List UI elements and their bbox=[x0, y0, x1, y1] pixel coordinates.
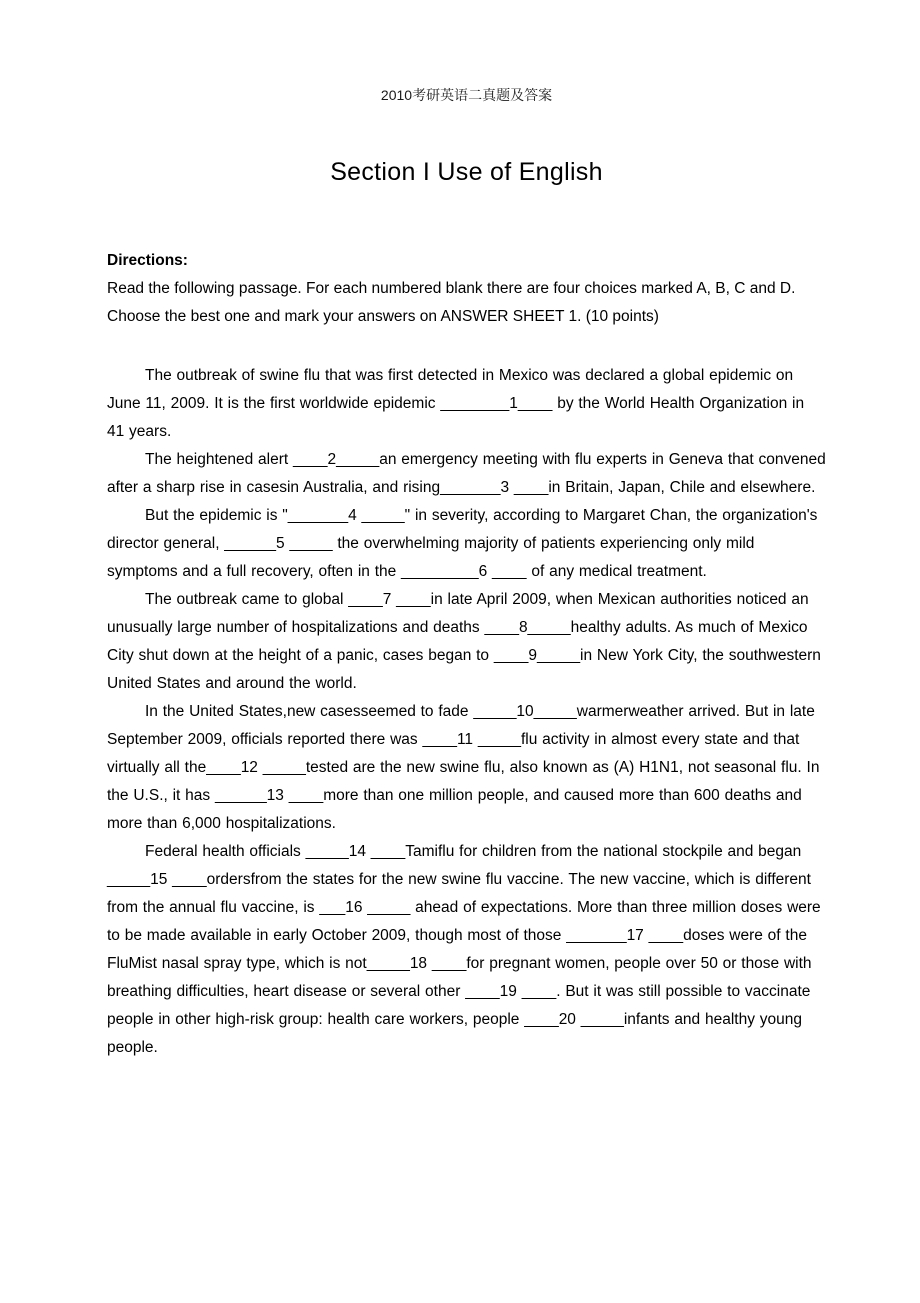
directions-label: Directions: bbox=[107, 252, 188, 269]
directions-text: Read the following passage. For each numbered blank there are four choices marked A, B, C and D. Choose the best one and mark your answers on ANSWER SHEET 1. (10 points) bbox=[107, 280, 796, 325]
passage-paragraph: The heightened alert ____2_____an emergency meeting with flu experts in Geneva that convened after a sharp rise in casesin Australia, and rising_______3 ____in Britain, Japan, Chile and elsewhere. bbox=[107, 451, 826, 496]
passage-paragraph: Federal health officials _____14 ____Tamiflu for children from the national stockpile and began _____15 ____ordersfrom the states for the new swine flu vaccine. The new vaccine, which is different from the annual flu vaccine, is ___16 _____ ahead of expectations. More than three million doses were to be made available in early October 2009, though most of those _______17 ____doses were of the FluMist nasal spray type, which is not_____18 ____for pregnant women, people over 50 or those with breathing difficulties, heart disease or several other ____19 ____. But it was still possible to vaccinate people in other high-risk group: health care workers, people ____20 _____infants and healthy young people. bbox=[107, 843, 821, 1056]
passage-paragraph: In the United States,new casesseemed to fade _____10_____warmerweather arrived. But in late September 2009, officials reported there was ____11 _____flu activity in almost every state and that virtually all the____12 _____tested are the new swine flu, also known as (A) H1N1, not seasonal flu. In the U.S., it has ______13 ____more than one million people, and caused more than 600 deaths and more than 6,000 hospitalizations. bbox=[107, 703, 820, 832]
section-title: Section I Use of English bbox=[330, 158, 603, 186]
passage-paragraph: But the epidemic is "_______4 _____" in severity, according to Margaret Chan, the organization's director general, ______5 _____ the overwhelming majority of patients experiencing only mild symptoms and a full recovery, often in the _________6 ____ of any medical treatment. bbox=[107, 507, 818, 580]
passage-paragraph: The outbreak of swine flu that was first detected in Mexico was declared a global epidemic on June 11, 2009. It is the first worldwide epidemic ________1____ by the World Health Organization in 41 years. bbox=[107, 367, 805, 440]
directions-block bbox=[107, 247, 826, 331]
passage bbox=[107, 362, 826, 1062]
document-header: 2010考研英语二真题及答案 bbox=[380, 87, 553, 103]
passage-paragraph: The outbreak came to global ____7 ____in late April 2009, when Mexican authorities noticed an unusually large number of hospitalizations and deaths ____8_____healthy adults. As much of Mexico City shut down at the height of a panic, cases began to ____9_____in New York City, the southwestern United States and around the world. bbox=[107, 591, 821, 692]
